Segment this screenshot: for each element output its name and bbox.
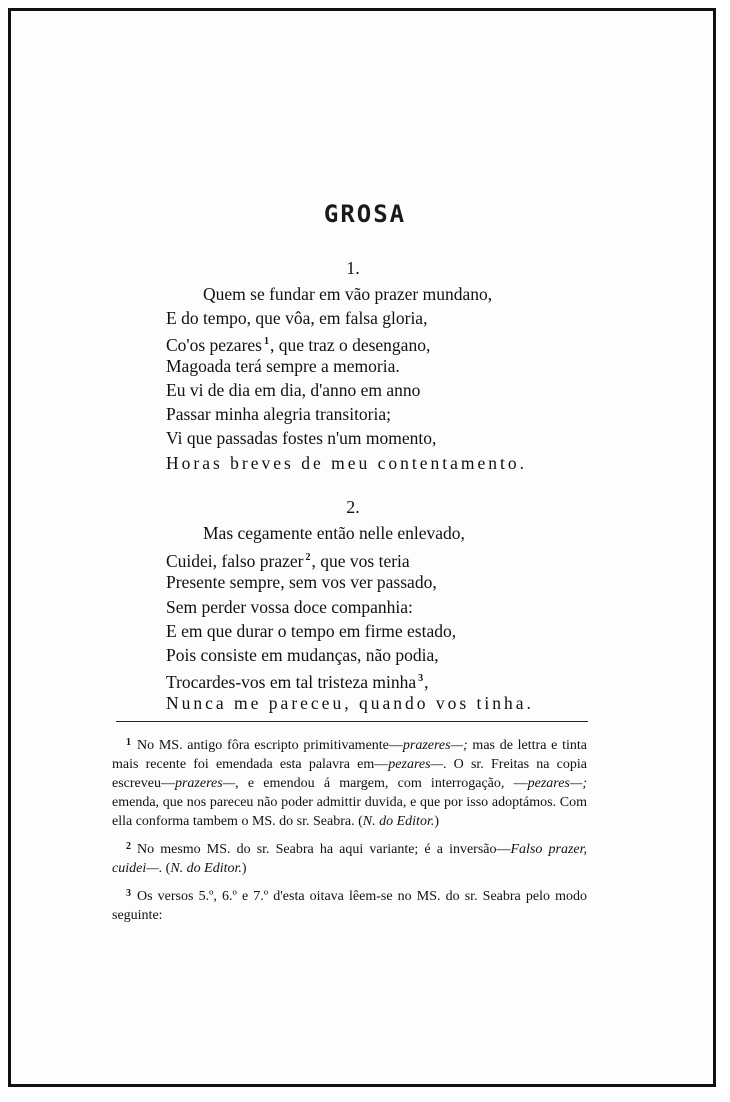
footnote-2-text: . (: [158, 861, 171, 876]
stanza-2-line-2-b: , que vos teria: [311, 551, 410, 571]
stanza-1-line-2: E do tempo, que vôa, em falsa gloria,: [166, 308, 428, 328]
stanza-2-line-5: E em que durar o tempo em firme estado,: [166, 621, 457, 641]
footnote-1-italic: pezares—;: [527, 776, 587, 791]
footnote-3-number: 3: [126, 888, 131, 899]
footnote-2-number: 2: [126, 841, 131, 852]
footnote-3: [112, 884, 587, 925]
stanza-2-line-2: [166, 546, 410, 573]
footnote-1-text: . O sr. Freitas na copia escreveu—: [112, 757, 587, 791]
footnote-1-italic: pezares—: [388, 757, 443, 772]
stanza-1-line-5: Eu vi de dia em dia, d'anno em anno: [166, 380, 421, 400]
footnote-1-italic: N. do Editor.: [362, 814, 435, 829]
footnote-1-text: emenda, que nos pareceu não poder admittir duvida, e que por isso adoptámos. Com ella conforma tambem o MS. do sr. Seabra. (: [112, 795, 587, 829]
footnote-2-text: ): [241, 861, 247, 876]
stanza-1-line-3-b: , que traz o desengano,: [269, 335, 431, 355]
footnote-1-text: , e emendou á margem, com interrogação, —: [235, 776, 528, 791]
stanza-1-line-1: Quem se fundar em vão prazer mundano,: [203, 284, 493, 304]
stanza-1-line-8: Horas breves de meu contentamento.: [166, 453, 528, 473]
footnote-1-text: ): [434, 814, 440, 829]
stanza-1-line-3: [166, 330, 430, 357]
footnote-ref-1: 1: [263, 336, 269, 347]
stanza-1-line-6: Passar minha alegria transitoria;: [166, 404, 391, 424]
stanza-2-line-4: Sem perder vossa doce companhia:: [166, 597, 413, 617]
footnote-2: [112, 837, 587, 878]
stanza-1-line-7: Vi que passadas fostes n'um momento,: [166, 428, 437, 448]
stanza-2-line-8: Nunca me pareceu, quando vos tinha.: [166, 693, 534, 713]
footnote-2-text: No mesmo MS. do sr. Seabra ha aqui variante; é a inversão—: [137, 842, 511, 857]
stanza-2-line-2-a: Cuidei, falso prazer: [166, 551, 304, 571]
footnotes: [112, 733, 587, 931]
footnote-ref-3: 3: [418, 673, 424, 684]
footnote-divider: [116, 721, 588, 722]
footnote-ref-2: 2: [305, 552, 311, 563]
poem-title: GROSA: [323, 200, 407, 228]
footnote-1: [112, 733, 587, 831]
stanza-2-line-7: [166, 667, 429, 694]
footnote-3-text: Os versos 5.º, 6.º e 7.º d'esta oitava lêem-se no MS. do sr. Seabra pelo modo seguinte:: [112, 889, 587, 923]
footnote-1-italic: prazeres—: [174, 776, 236, 791]
footnote-1-italic: prazeres—;: [402, 738, 468, 753]
stanza-1-number: 1.: [346, 258, 360, 278]
stanza-2-line-6: Pois consiste em mudanças, não podia,: [166, 645, 439, 665]
stanza-1-line-3-a: Co'os pezares: [166, 335, 262, 355]
stanza-2-line-3: Presente sempre, sem vos ver passado,: [166, 572, 437, 592]
footnote-1-number: 1: [126, 737, 131, 748]
footnote-1-text: mas de lettra e tinta mais recente foi emendada esta palavra em—: [112, 738, 587, 772]
stanza-2-line-1: Mas cegamente então nelle enlevado,: [203, 523, 465, 543]
stanza-1-line-4: Magoada terá sempre a memoria.: [166, 356, 400, 376]
footnote-2-italic: N. do Editor.: [170, 861, 242, 876]
stanza-2-line-7-b: ,: [424, 672, 429, 692]
stanza-2-number: 2.: [346, 497, 360, 517]
stanza-2-line-7-a: Trocardes-vos em tal tristeza minha: [166, 672, 417, 692]
footnote-2-italic: Falso prazer, cuidei—: [112, 842, 587, 876]
footnote-1-text: No MS. antigo fôra escripto primitivamente—: [137, 738, 403, 753]
